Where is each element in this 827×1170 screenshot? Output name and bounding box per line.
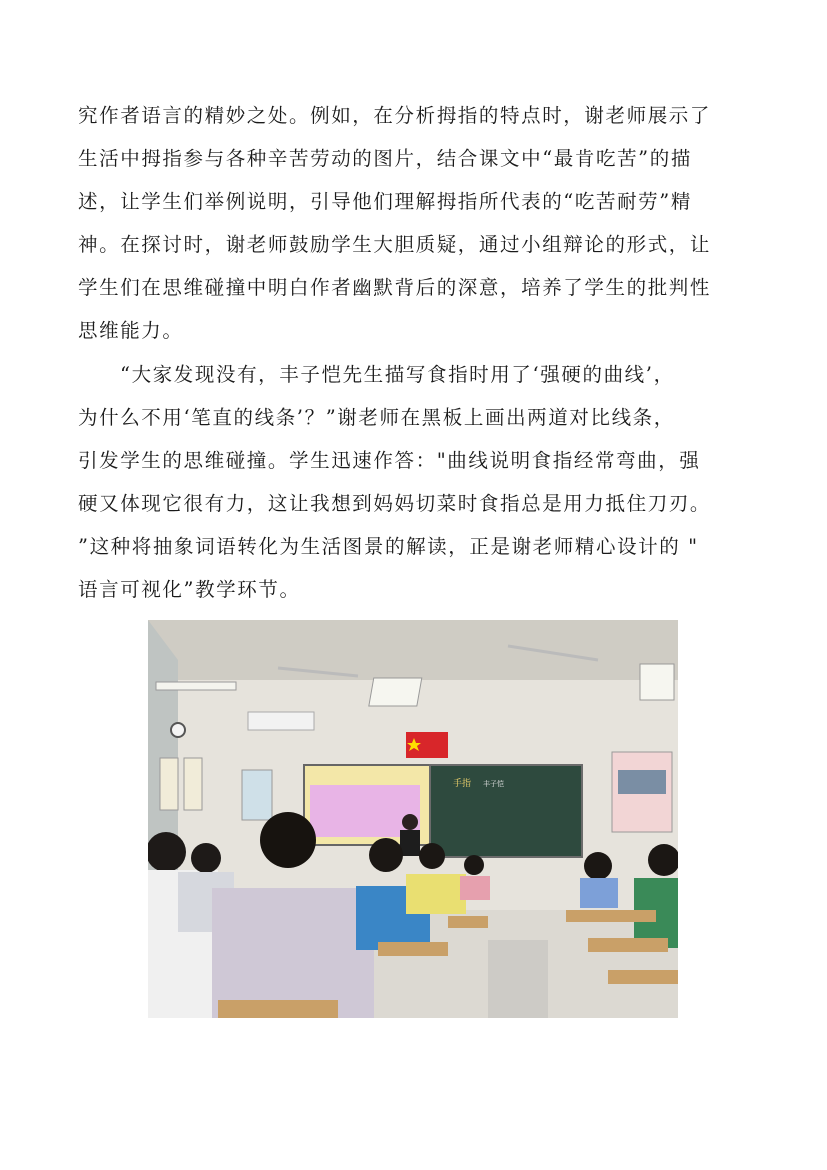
text-line: 学生们在思维碰撞中明白作者幽默背后的深意，培养了学生的批判性	[78, 276, 712, 299]
desk	[588, 938, 668, 952]
teacher	[400, 830, 420, 856]
paragraph-1	[78, 94, 746, 352]
student-head	[419, 843, 445, 869]
projector-screen-content	[310, 785, 420, 837]
text-line: 硬又体现它很有力，这让我想到妈妈切菜时食指总是用力抵住刀刃。	[78, 492, 712, 515]
ceiling-light	[369, 678, 422, 706]
text-line: 神。在探讨时，谢老师鼓励学生大胆质疑，通过小组辩论的形式，让	[78, 233, 712, 256]
ceiling-light	[156, 682, 236, 690]
student-head	[260, 812, 316, 868]
text-line: 为什么不用‘笔直的线条’？”谢老师在黑板上画出两道对比线条，	[78, 406, 675, 429]
student	[460, 876, 490, 900]
text-line: 引发学生的思维碰撞。学生迅速作答："曲线说明食指经常弯曲，强	[78, 449, 701, 472]
teacher-head	[402, 814, 418, 830]
floor-aisle	[488, 940, 548, 1018]
air-conditioner	[248, 712, 314, 730]
text-line: 究作者语言的精妙之处。例如，在分析拇指的特点时，谢老师展示了	[78, 104, 712, 127]
desk	[448, 916, 488, 928]
desk	[218, 1000, 338, 1018]
wall-poster	[184, 758, 202, 810]
ceiling-light	[640, 664, 674, 700]
student-head	[191, 843, 221, 873]
text-line: “大家发现没有，丰子恺先生描写食指时用了‘强硬的曲线’，	[120, 363, 675, 386]
wall-poster	[242, 770, 272, 820]
student-head	[584, 852, 612, 880]
wall-clock	[171, 723, 185, 737]
text-line: 思维能力。	[78, 319, 184, 342]
classroom-photo	[148, 620, 678, 1018]
desk	[608, 970, 678, 984]
desk	[566, 910, 656, 922]
notice-photo	[618, 770, 666, 794]
student	[212, 888, 374, 1018]
desk	[378, 942, 448, 956]
blackboard-author: 丰子恺	[483, 780, 504, 788]
text-line: 语言可视化”教学环节。	[78, 578, 301, 601]
text-line: ”这种将抽象词语转化为生活图景的解读，正是谢老师精心设计的 "	[78, 535, 699, 558]
wall-poster	[160, 758, 178, 810]
text-line: 述，让学生们举例说明，引导他们理解拇指所代表的“吃苦耐劳”精	[78, 190, 692, 213]
blackboard-title: 手指	[453, 779, 472, 789]
student	[580, 878, 618, 908]
student	[406, 874, 466, 914]
paragraph-2	[78, 353, 746, 611]
text-line: 生活中拇指参与各种辛苦劳动的图片，结合课文中“最肯吃苦”的描	[78, 147, 692, 170]
student-head	[464, 855, 484, 875]
student-head	[369, 838, 403, 872]
